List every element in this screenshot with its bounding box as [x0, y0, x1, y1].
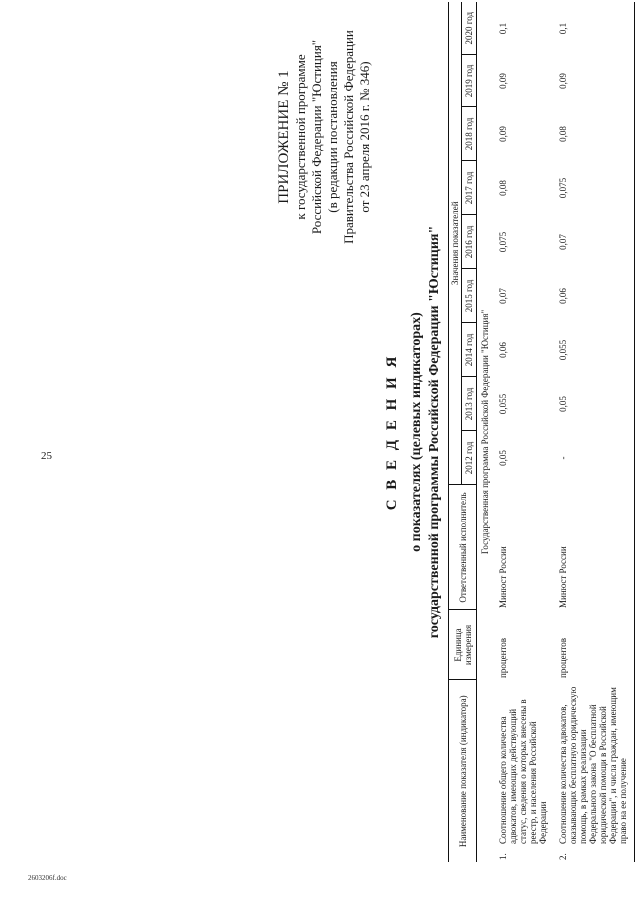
row-value: 0,08 — [554, 107, 635, 161]
header-year: 2016 год — [462, 215, 477, 269]
header-year: 2020 год — [462, 2, 477, 55]
header-year: 2015 год — [462, 269, 477, 323]
row-number: 2. — [554, 846, 635, 862]
row-indicator-name: Соотношение общего количества адвокатов, имеющих действующий статус, сведения о которых внесены в реестр, и населения Российской Федерации — [498, 699, 548, 844]
row-value: 0,09 — [498, 73, 508, 89]
document-heading — [382, 2, 444, 862]
row-value: 0,07 — [554, 215, 635, 269]
table-row — [494, 2, 554, 862]
row-executor: Минюст России — [498, 546, 508, 608]
row-value: 0,09 — [554, 55, 635, 107]
row-value: 0,05 — [554, 377, 635, 431]
page-number: 25 — [41, 450, 52, 462]
header-year: 2018 год — [462, 107, 477, 161]
appendix-title: ПРИЛОЖЕНИЕ № 1 — [276, 70, 292, 204]
row-value: 0,09 — [498, 126, 508, 142]
document-title: С В Е Д Е Н И Я — [384, 353, 400, 511]
header-year: 2012 год — [462, 431, 477, 485]
appendix-line: Российской Федерации "Юстиция" — [309, 39, 324, 235]
appendix-line: (в редакции постановления — [325, 61, 340, 213]
row-indicator-name: Соотношение количества адвокатов, оказывающих бесплатную юридическую помощь, в рамках реализации Федерального закона "О бесплатной юридической помощи в Российской Федерации", и числа граждан, имеющим право на ее получение — [554, 680, 635, 846]
header-year: 2014 год — [462, 323, 477, 377]
document-subtitle: государственной программы Российской Федерации "Юстиция" — [427, 225, 442, 639]
row-unit: процентов — [498, 637, 508, 678]
header-values: Значения показателей — [449, 2, 462, 485]
appendix-line: от 23 апреля 2016 г. № 346) — [357, 61, 372, 213]
table-row — [554, 2, 635, 862]
header-executor: Ответственный исполнитель — [449, 485, 477, 610]
row-value: 0,05 — [498, 450, 508, 466]
row-value: 0,06 — [498, 342, 508, 358]
table-section-row — [477, 2, 495, 862]
row-executor: Минюст России — [554, 485, 635, 610]
row-value: 0,055 — [554, 323, 635, 377]
row-value: 0,075 — [554, 161, 635, 215]
row-number: 1. — [498, 853, 508, 860]
row-value: 0,1 — [554, 2, 635, 55]
row-value: 0,06 — [554, 269, 635, 323]
row-value: 0,075 — [498, 231, 508, 253]
row-unit: процентов — [554, 610, 635, 680]
header-year: 2019 год — [462, 55, 477, 107]
footer-file-code: 2603206f.doc — [28, 874, 67, 882]
header-unit: Единица измерения — [449, 610, 477, 680]
header-year: 2013 год — [462, 377, 477, 431]
row-value: 0,055 — [498, 393, 508, 415]
header-year: 2017 год — [462, 161, 477, 215]
row-value: - — [554, 431, 635, 485]
row-value: 0,07 — [498, 288, 508, 304]
row-value: 0,1 — [498, 22, 508, 35]
document-subtitle: о показателях (целевых индикаторах) — [409, 312, 424, 552]
row-value: 0,08 — [498, 180, 508, 196]
section-title: Государственная программа Российской Федерации "Юстиция" — [480, 309, 490, 555]
appendix-line: Правительства Российской Федерации — [341, 30, 356, 244]
appendix-line: к государственной программе — [293, 54, 308, 220]
appendix-block — [275, 12, 373, 262]
indicators-table — [448, 2, 635, 862]
rotated-document — [270, 2, 630, 862]
header-indicator-name: Наименование показателя (индикатора) — [449, 680, 477, 862]
